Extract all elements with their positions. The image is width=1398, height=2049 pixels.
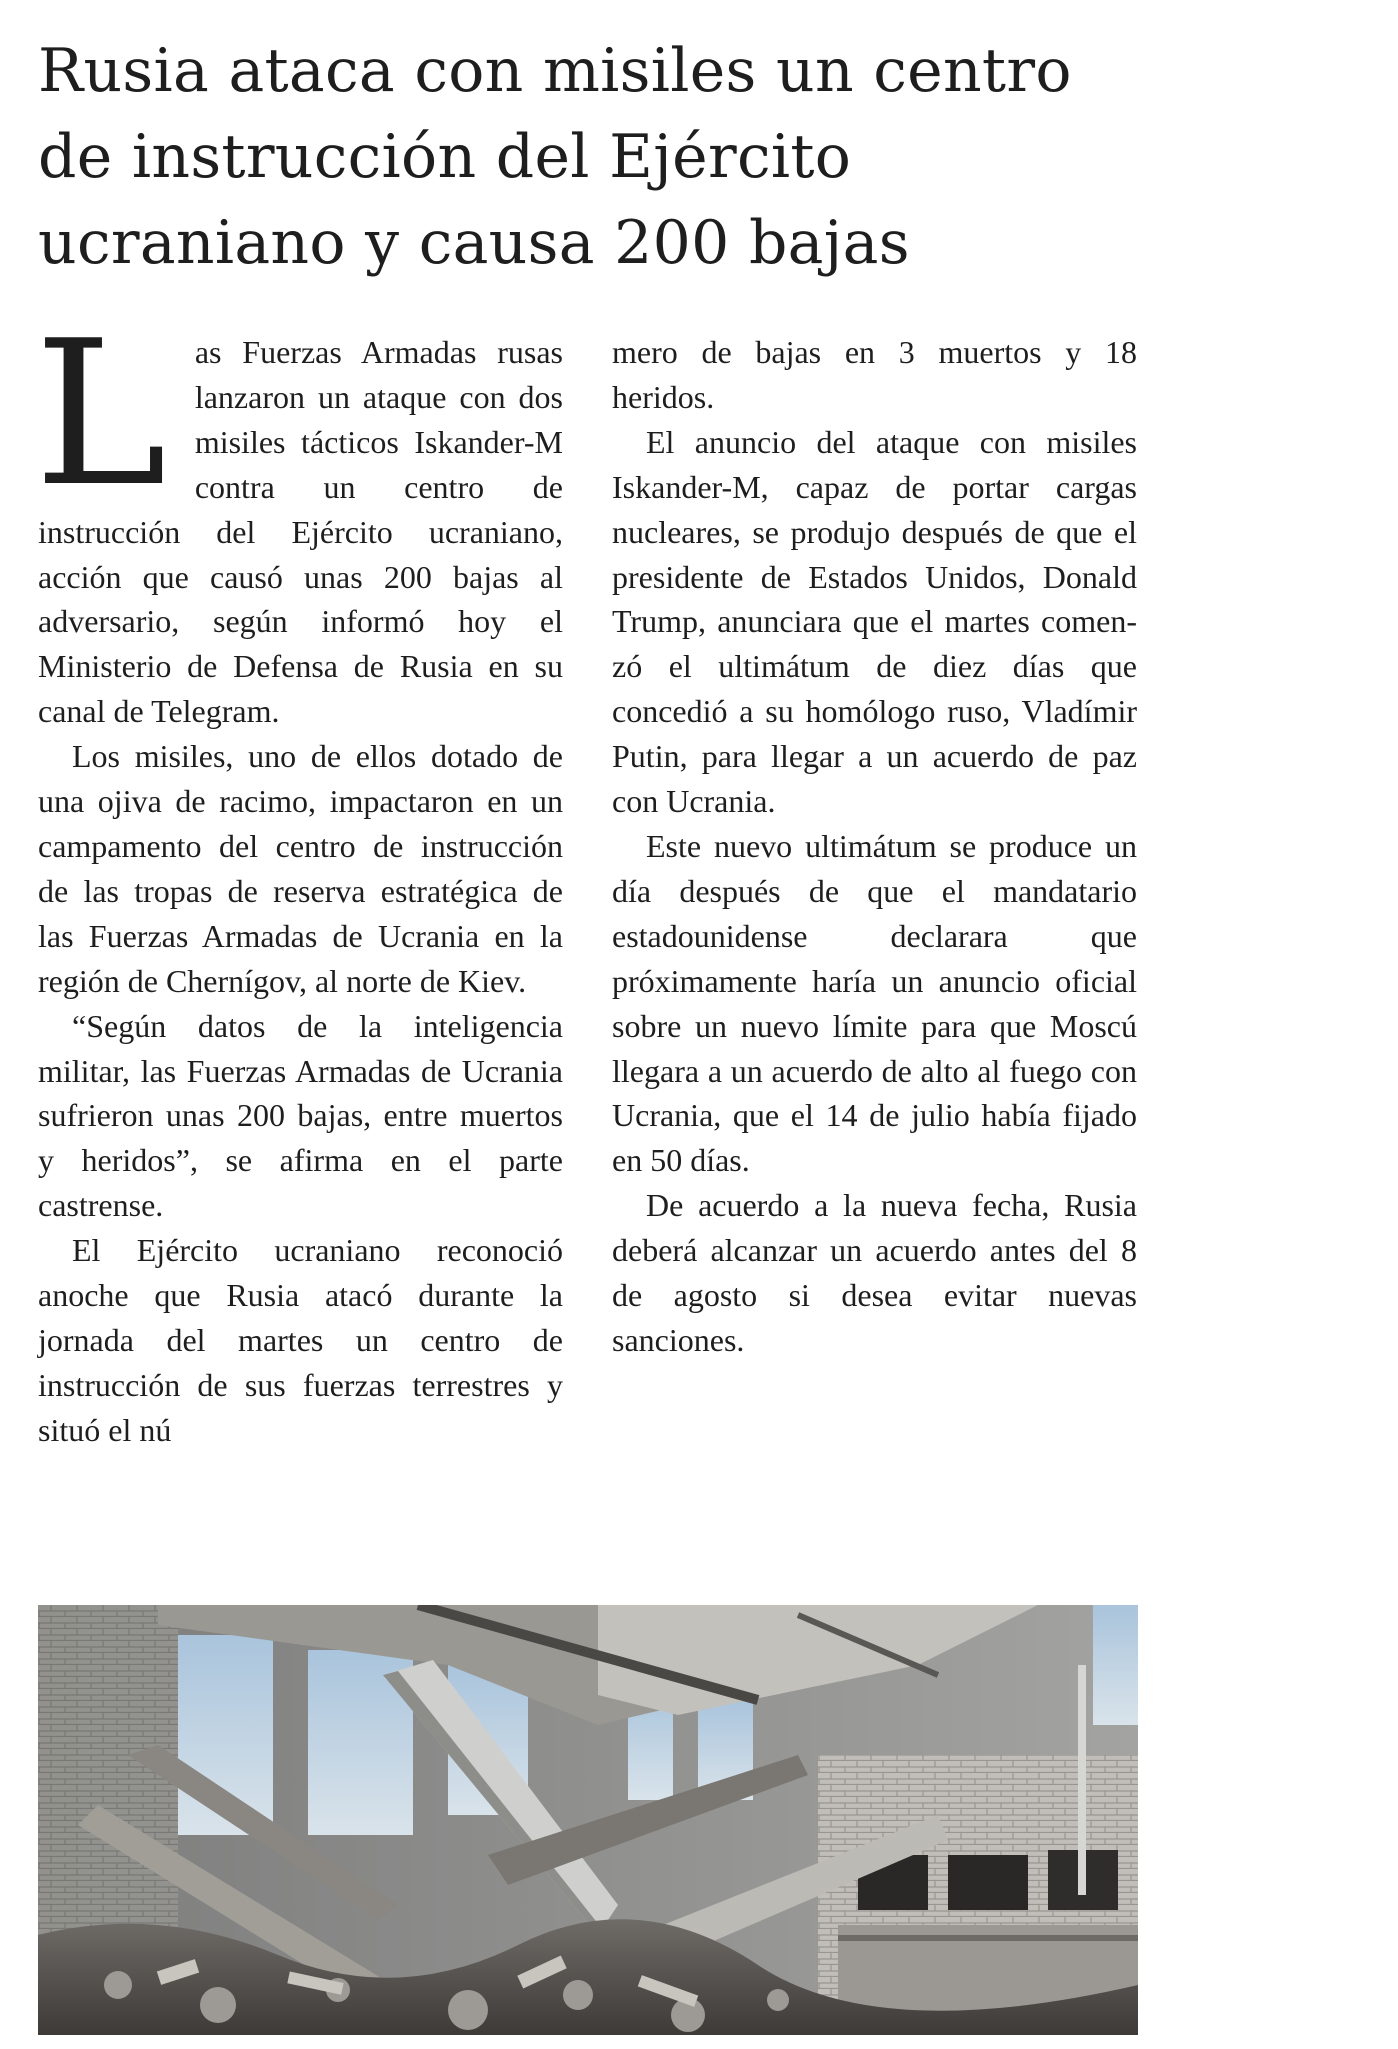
article-column-right	[612, 330, 1137, 1363]
article-paragraph: as Fuerzas Armadas rusas lanzaron un ataque con dos misiles tácticos Iskander-M contra un centro de instrucción del Ejército ucraniano, acción que causó unas 200 bajas al adversario, según informó hoy el Ministerio de Defensa de Rusia en su canal de Telegram.	[38, 334, 563, 730]
article-paragraph: “Según datos de la inteligencia militar, las Fuerzas Armadas de Ucrania sufrieron unas 200 bajas, entre muertos y heridos”, se afirma en el parte castrense.	[38, 1007, 563, 1224]
article-paragraph: El Ejército ucraniano reconoció anoche que Rusia atacó durante la jornada del martes un centro de instrucción de sus fuerzas terrestres y situó el nú	[38, 1232, 563, 1448]
article-paragraph: mero de bajas en 3 muertos y 18 heridos.	[612, 334, 1137, 415]
article-headline: Rusia ataca con misiles un centro de instrucción del Ejército ucraniano y causa 200 bajas	[38, 36, 1072, 278]
article-paragraph: De acuerdo a la nueva fecha, Rusia deberá alcanzar un acuerdo antes del 8 de agosto si desea evitar nuevas sanciones.	[612, 1187, 1137, 1358]
destroyed-building-photo	[38, 1605, 1138, 2035]
article-paragraph: El anuncio del ataque con misiles Iskander-M, capaz de portar cargas nucleares, se produjo después de que el presidente de Estados Unidos, Donald Trump, anunciara que el martes comenzó el ultimátum de diez días que concedió a su homólogo ruso, Vladímir Putin, para llegar a un acuerdo de paz con Ucrania.	[612, 423, 1137, 820]
article-paragraph: Los misiles, uno de ellos dotado de una ojiva de racimo, impactaron en un campamento del centro de instrucción de las tropas de reserva estratégica de las Fuerzas Armadas de Ucrania en la región de Chernígov, al norte de Kiev.	[38, 738, 563, 999]
drop-cap: L	[34, 298, 167, 531]
article-paragraph: Este nuevo ultimátum se produce un día después de que el mandatario estadounidense declarara que próximamente haría un anuncio oficial sobre un nuevo límite para que Moscú llegara a un acuerdo de alto al fuego con Ucrania, que el 14 de julio había fijado en 50 días.	[612, 827, 1137, 1179]
article-column-left	[34, 298, 563, 1453]
